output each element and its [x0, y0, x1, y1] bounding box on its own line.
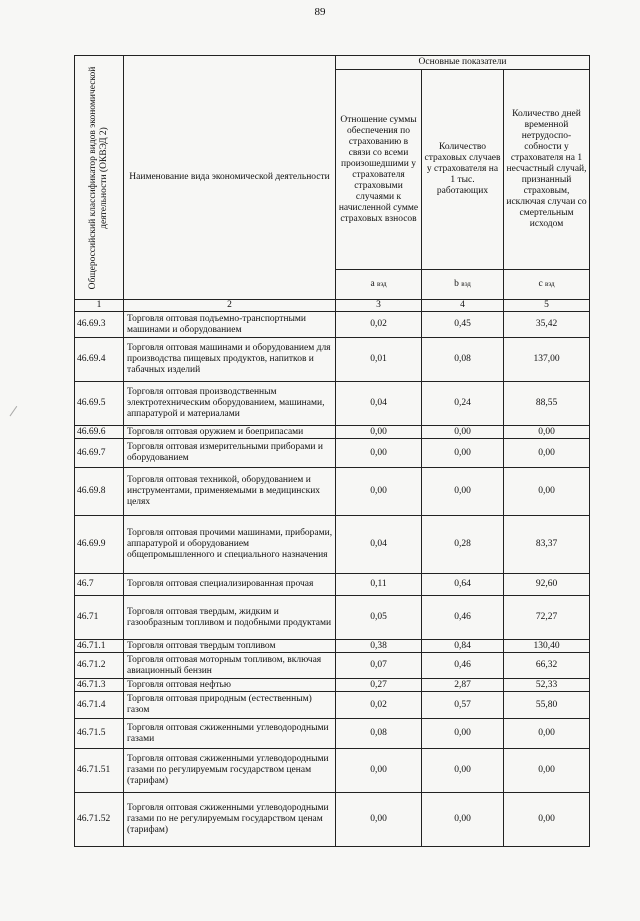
- activity-name: Торговля оптовая природным (естественным) газом: [124, 692, 336, 719]
- value-a: 0,27: [336, 679, 422, 692]
- value-c: 0,00: [504, 439, 590, 468]
- value-b: 0,46: [422, 653, 504, 679]
- table-row: [75, 749, 590, 793]
- value-c: 130,40: [504, 640, 590, 653]
- value-c: 0,00: [504, 468, 590, 516]
- value-b: 0,08: [422, 338, 504, 382]
- value-c: 55,80: [504, 692, 590, 719]
- value-b: 0,24: [422, 382, 504, 426]
- indicator-b-symbol: b вэд: [422, 270, 504, 300]
- okved-code: 46.71.5: [75, 719, 124, 749]
- indicator-a-symbol: a вэд: [336, 270, 422, 300]
- activity-name: Торговля оптовая техникой, оборудованием и инструментами, применяемыми в медицинских целях: [124, 468, 336, 516]
- column-number-4: 4: [422, 300, 504, 312]
- value-b: 2,87: [422, 679, 504, 692]
- indicators-table: [74, 55, 590, 847]
- okved-code: 46.71.52: [75, 793, 124, 847]
- okved-code: 46.69.4: [75, 338, 124, 382]
- value-b: 0,57: [422, 692, 504, 719]
- value-c: 72,27: [504, 596, 590, 640]
- value-c: 66,32: [504, 653, 590, 679]
- value-a: 0,04: [336, 382, 422, 426]
- okved-code: 46.71.2: [75, 653, 124, 679]
- table-row: [75, 439, 590, 468]
- table-row: [75, 679, 590, 692]
- page-number: 89: [314, 6, 326, 18]
- activity-name: Торговля оптовая подъемно-транспортными машинами и оборудованием: [124, 312, 336, 338]
- activity-name: Торговля оптовая специализированная прочая: [124, 574, 336, 596]
- column-number-5: 5: [504, 300, 590, 312]
- value-c: 92,60: [504, 574, 590, 596]
- value-a: 0,08: [336, 719, 422, 749]
- activity-name: Торговля оптовая машинами и оборудованием для производства пищевых продуктов, напитков и табачных изделий: [124, 338, 336, 382]
- value-c: 137,00: [504, 338, 590, 382]
- okved-header-label: Общероссийский классификатор видов экономической деятельности (ОКВЭД 2): [88, 66, 109, 289]
- value-a: 0,00: [336, 468, 422, 516]
- value-c: 0,00: [504, 719, 590, 749]
- indicator-c-header: Количество дней временной нетрудоспо-собности у страхователя на 1 несчастный случай, признанный страховым, исключая случаи со смертельным исходом: [504, 70, 590, 270]
- table-row: [75, 382, 590, 426]
- table-row: [75, 338, 590, 382]
- margin-pen-mark: [10, 406, 26, 422]
- value-a: 0,02: [336, 312, 422, 338]
- value-b: 0,45: [422, 312, 504, 338]
- value-a: 0,07: [336, 653, 422, 679]
- value-b: 0,00: [422, 719, 504, 749]
- table-row: [75, 653, 590, 679]
- value-a: 0,00: [336, 426, 422, 439]
- activity-name: Торговля оптовая сжиженными углеводородными газами: [124, 719, 336, 749]
- okved-code: 46.69.6: [75, 426, 124, 439]
- activity-name: Торговля оптовая моторным топливом, включая авиационный бензин: [124, 653, 336, 679]
- activity-name: Торговля оптовая производственным электротехническим оборудованием, машинами, аппаратурой и материалами: [124, 382, 336, 426]
- table-row: [75, 596, 590, 640]
- value-a: 0,00: [336, 749, 422, 793]
- okved-code: 46.69.9: [75, 516, 124, 574]
- value-b: 0,00: [422, 439, 504, 468]
- column-number-3: 3: [336, 300, 422, 312]
- okved-code: 46.71: [75, 596, 124, 640]
- value-b: 0,00: [422, 793, 504, 847]
- activity-name: Торговля оптовая твердым топливом: [124, 640, 336, 653]
- value-c: 88,55: [504, 382, 590, 426]
- indicator-a-header: Отношение суммы обеспечения по страхованию в связи со всеми произошедшими у страхователя страховыми случаями к начисленной сумме страховых взносов: [336, 70, 422, 270]
- value-b: 0,46: [422, 596, 504, 640]
- table-row: [75, 719, 590, 749]
- indicator-b-header: Количество страховых случаев у страхователя на 1 тыс. работающих: [422, 70, 504, 270]
- value-a: 0,00: [336, 793, 422, 847]
- value-c: 83,37: [504, 516, 590, 574]
- name-header: Наименование вида экономической деятельности: [124, 56, 336, 300]
- activity-name: Торговля оптовая измерительными приборами и оборудованием: [124, 439, 336, 468]
- table-row: [75, 574, 590, 596]
- value-a: 0,02: [336, 692, 422, 719]
- table-row: [75, 640, 590, 653]
- indicator-c-symbol: c вэд: [504, 270, 590, 300]
- value-a: 0,05: [336, 596, 422, 640]
- okved-header-cell: [75, 56, 124, 300]
- okved-code: 46.69.3: [75, 312, 124, 338]
- table-row: [75, 312, 590, 338]
- value-b: 0,00: [422, 426, 504, 439]
- okved-code: 46.71.4: [75, 692, 124, 719]
- okved-code: 46.69.8: [75, 468, 124, 516]
- activity-name: Торговля оптовая сжиженными углеводородными газами по не регулируемым государством ценам (тарифам): [124, 793, 336, 847]
- value-c: 35,42: [504, 312, 590, 338]
- value-b: 0,00: [422, 468, 504, 516]
- value-c: 0,00: [504, 749, 590, 793]
- table-row: [75, 516, 590, 574]
- table-row: [75, 468, 590, 516]
- value-b: 0,28: [422, 516, 504, 574]
- value-b: 0,64: [422, 574, 504, 596]
- table-row: [75, 426, 590, 439]
- column-number-1: 1: [75, 300, 124, 312]
- value-b: 0,84: [422, 640, 504, 653]
- okved-code: 46.71.1: [75, 640, 124, 653]
- value-c: 0,00: [504, 426, 590, 439]
- activity-name: Торговля оптовая оружием и боеприпасами: [124, 426, 336, 439]
- okved-code: 46.71.3: [75, 679, 124, 692]
- table-row: [75, 692, 590, 719]
- activity-name: Торговля оптовая нефтью: [124, 679, 336, 692]
- activity-name: Торговля оптовая сжиженными углеводородными газами по регулируемым государством ценам (тарифам): [124, 749, 336, 793]
- value-a: 0,04: [336, 516, 422, 574]
- value-c: 0,00: [504, 793, 590, 847]
- okved-code: 46.7: [75, 574, 124, 596]
- value-a: 0,01: [336, 338, 422, 382]
- table-row: [75, 793, 590, 847]
- okved-code: 46.71.51: [75, 749, 124, 793]
- column-number-2: 2: [124, 300, 336, 312]
- activity-name: Торговля оптовая прочими машинами, приборами, аппаратурой и оборудованием общепромышленного и специального назначения: [124, 516, 336, 574]
- value-c: 52,33: [504, 679, 590, 692]
- okved-code: 46.69.5: [75, 382, 124, 426]
- activity-name: Торговля оптовая твердым, жидким и газообразным топливом и подобными продуктами: [124, 596, 336, 640]
- value-b: 0,00: [422, 749, 504, 793]
- okved-code: 46.69.7: [75, 439, 124, 468]
- value-a: 0,38: [336, 640, 422, 653]
- value-a: 0,00: [336, 439, 422, 468]
- main-indicators-header: Основные показатели: [336, 56, 590, 70]
- value-a: 0,11: [336, 574, 422, 596]
